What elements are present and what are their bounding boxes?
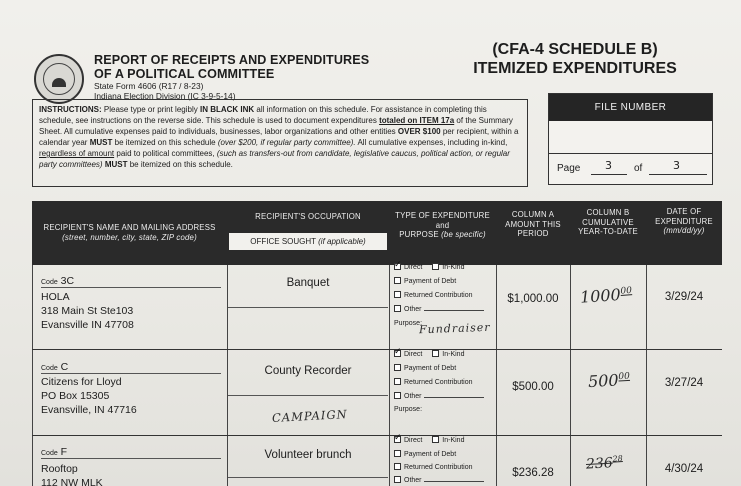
option-label: Payment of Debt: [404, 278, 457, 285]
recipient-occupation: County Recorder: [264, 365, 352, 377]
recipient-address1: 318 Main St Ste103: [41, 305, 134, 317]
col-date-header: [646, 201, 722, 265]
option-label: Other: [404, 393, 422, 400]
recipient-name: Rooftop: [41, 463, 78, 475]
header-text: YEAR-TO-DATE: [578, 227, 638, 236]
header-text: TYPE OF EXPENDITURE: [395, 211, 490, 220]
option-label: Direct: [404, 264, 423, 271]
returned-contribution-checkbox[interactable]: [394, 378, 401, 385]
file-number-box: [548, 93, 713, 185]
in-kind-checkbox[interactable]: [432, 436, 439, 443]
cumulative-ytd: [579, 284, 632, 307]
instructions-text: IN BLACK INK: [199, 105, 255, 114]
col-type-header: [389, 201, 496, 265]
schedule-title-line2: ITEMIZED EXPENDITURES: [473, 60, 677, 77]
instructions-text: paid to political committees,: [116, 149, 215, 158]
amount-this-period: $500.00: [512, 381, 554, 393]
option-label: Other: [404, 306, 422, 313]
recipient-occupation: Volunteer brunch: [264, 449, 352, 461]
option-label: In-Kind: [442, 437, 465, 444]
office-sought: CAMPAIGN: [271, 407, 348, 425]
direct-checkbox[interactable]: [394, 436, 401, 443]
option-label: In-Kind: [442, 264, 465, 271]
instructions-text: (such as transfers-out from candidate, legislative caucus, political action, or regular party committees): [39, 149, 510, 169]
header-text: (if applicable): [318, 237, 366, 246]
page-counter: [557, 159, 712, 174]
other-checkbox[interactable]: [394, 476, 401, 483]
instructions-text: regardless of amount: [39, 149, 115, 158]
header-text: RECIPIENT'S NAME AND MAILING ADDRESS: [43, 223, 216, 232]
col-office-header: [229, 233, 387, 250]
code-label: Code: [41, 279, 58, 286]
header-text: PURPOSE: [399, 230, 439, 239]
amount-this-period: $236.28: [512, 467, 554, 479]
cumulative-main: 500: [587, 370, 620, 392]
of-value: 3: [673, 159, 680, 172]
instructions-text: be itemized on this schedule.: [129, 160, 233, 169]
page-label: Page: [557, 163, 581, 174]
code-value: F: [60, 446, 68, 458]
col-occupation-header: RECIPIENT'S OCCUPATION: [255, 212, 361, 221]
instructions-text: of the Summary Sheet. All cumulative expenses paid to individuals, businesses, labor organizations and other entities: [39, 116, 513, 136]
option-label: Payment of Debt: [404, 451, 457, 458]
header-text: (be specific): [441, 230, 486, 239]
recipient-address2: Evansville, IN 47716: [41, 404, 137, 416]
header-text: OFFICE SOUGHT: [250, 237, 316, 246]
header-text: (street, number, city, state, ZIP code): [62, 232, 197, 242]
form-title-line2: OF A POLITICAL COMMITTEE: [94, 67, 275, 81]
page-value: 3: [605, 159, 612, 172]
instructions-box: [32, 99, 528, 187]
in-kind-checkbox[interactable]: [432, 263, 439, 270]
of-label: of: [634, 163, 643, 174]
recipient-name: Citizens for Lloyd: [41, 376, 122, 388]
expenditure-date: 3/29/24: [664, 291, 704, 303]
col-recipient-header: [32, 201, 227, 265]
purpose-label: Purpose:: [394, 320, 423, 327]
recipient-address1: 112 NW MLK: [41, 477, 103, 486]
code-label: Code: [41, 365, 58, 372]
instructions-text: All cumulative expenses, including in-kind,: [357, 138, 508, 147]
cumulative-main: 236: [585, 455, 614, 473]
amount-this-period: $1,000.00: [507, 293, 559, 305]
schedule-title-line1: (CFA-4 SCHEDULE B): [492, 41, 658, 58]
option-label: Direct: [404, 351, 423, 358]
other-checkbox[interactable]: [394, 305, 401, 312]
instructions-text: Please type or print legibly: [103, 105, 198, 114]
option-label: Payment of Debt: [404, 365, 457, 372]
instructions-text: totaled on ITEM 17a: [379, 116, 455, 125]
option-label: Direct: [404, 437, 423, 444]
seal-of-indiana-icon: [34, 54, 84, 104]
header-text: EXPENDITURE: [655, 216, 713, 226]
instructions-text: (over $200, if regular party committee).: [217, 138, 356, 147]
file-number-header: FILE NUMBER: [549, 94, 712, 121]
header-text: (mm/dd/yy): [663, 226, 705, 235]
payment-of-debt-checkbox[interactable]: [394, 450, 401, 457]
direct-checkbox[interactable]: [394, 263, 401, 270]
header-text: DATE OF: [666, 207, 702, 216]
header-text: AMOUNT THIS: [505, 219, 561, 229]
returned-contribution-checkbox[interactable]: [394, 463, 401, 470]
purpose-value: Fundraiser: [418, 320, 491, 337]
recipient-name: HOLA: [41, 291, 70, 303]
instructions-text: MUST: [89, 138, 113, 147]
recipient-address1: PO Box 15305: [41, 390, 110, 402]
direct-checkbox[interactable]: [394, 350, 401, 357]
other-checkbox[interactable]: [394, 392, 401, 399]
code-value: C: [60, 361, 69, 373]
cumulative-ytd: [588, 370, 631, 391]
table-header: [32, 201, 722, 265]
cumulative-cents: 00: [620, 285, 633, 297]
expenditure-date: 3/27/24: [664, 377, 704, 389]
instructions-text: MUST: [104, 160, 128, 169]
option-label: Returned Contribution: [404, 292, 473, 299]
header-text: CUMULATIVE: [582, 217, 634, 227]
form-number: State Form 4606 (R17 / 8-23): [94, 81, 204, 91]
payment-of-debt-checkbox[interactable]: [394, 364, 401, 371]
option-label: In-Kind: [442, 351, 465, 358]
form-title-block: [94, 53, 424, 101]
recipient-occupation: Banquet: [286, 277, 330, 289]
col-a-header: [496, 201, 570, 265]
division-citation: Indiana Election Division (IC 3-9-5-14): [94, 91, 236, 101]
instructions-text: OVER $100: [397, 127, 441, 136]
option-label: Returned Contribution: [404, 464, 473, 471]
code-label: Code: [41, 450, 58, 457]
option-label: Returned Contribution: [404, 379, 473, 386]
header-text: and: [435, 220, 450, 230]
returned-contribution-checkbox[interactable]: [394, 291, 401, 298]
schedule-title: [450, 40, 700, 78]
instructions-text: all information on this schedule. For assistance in completing this schedule, see instructions on the reverse side. This schedule is used to document expenditures: [39, 105, 487, 125]
purpose-label: Purpose:: [394, 406, 423, 413]
cumulative-cents: 00: [618, 371, 631, 383]
form-title-line1: REPORT OF RECEIPTS AND EXPENDITURES: [94, 53, 370, 67]
cumulative-ytd: [586, 454, 624, 473]
payment-of-debt-checkbox[interactable]: [394, 277, 401, 284]
header-text: COLUMN A: [511, 210, 555, 219]
code-value: 3C: [60, 275, 75, 287]
expenditures-table: [32, 201, 722, 486]
cumulative-cents: 28: [612, 454, 623, 464]
instructions-label: INSTRUCTIONS:: [39, 105, 102, 114]
header-text: COLUMN B: [586, 208, 630, 217]
instructions-text: be itemized on this schedule: [114, 138, 216, 147]
header-text: PERIOD: [517, 229, 549, 238]
in-kind-checkbox[interactable]: [432, 350, 439, 357]
recipient-address2: Evansville IN 47708: [41, 319, 134, 331]
col-b-header: [570, 201, 646, 265]
option-label: Other: [404, 477, 422, 484]
cumulative-main: 1000: [579, 285, 622, 307]
expenditure-date: 4/30/24: [664, 463, 704, 475]
instructions-text: per recipient, within a calendar year: [39, 127, 519, 147]
